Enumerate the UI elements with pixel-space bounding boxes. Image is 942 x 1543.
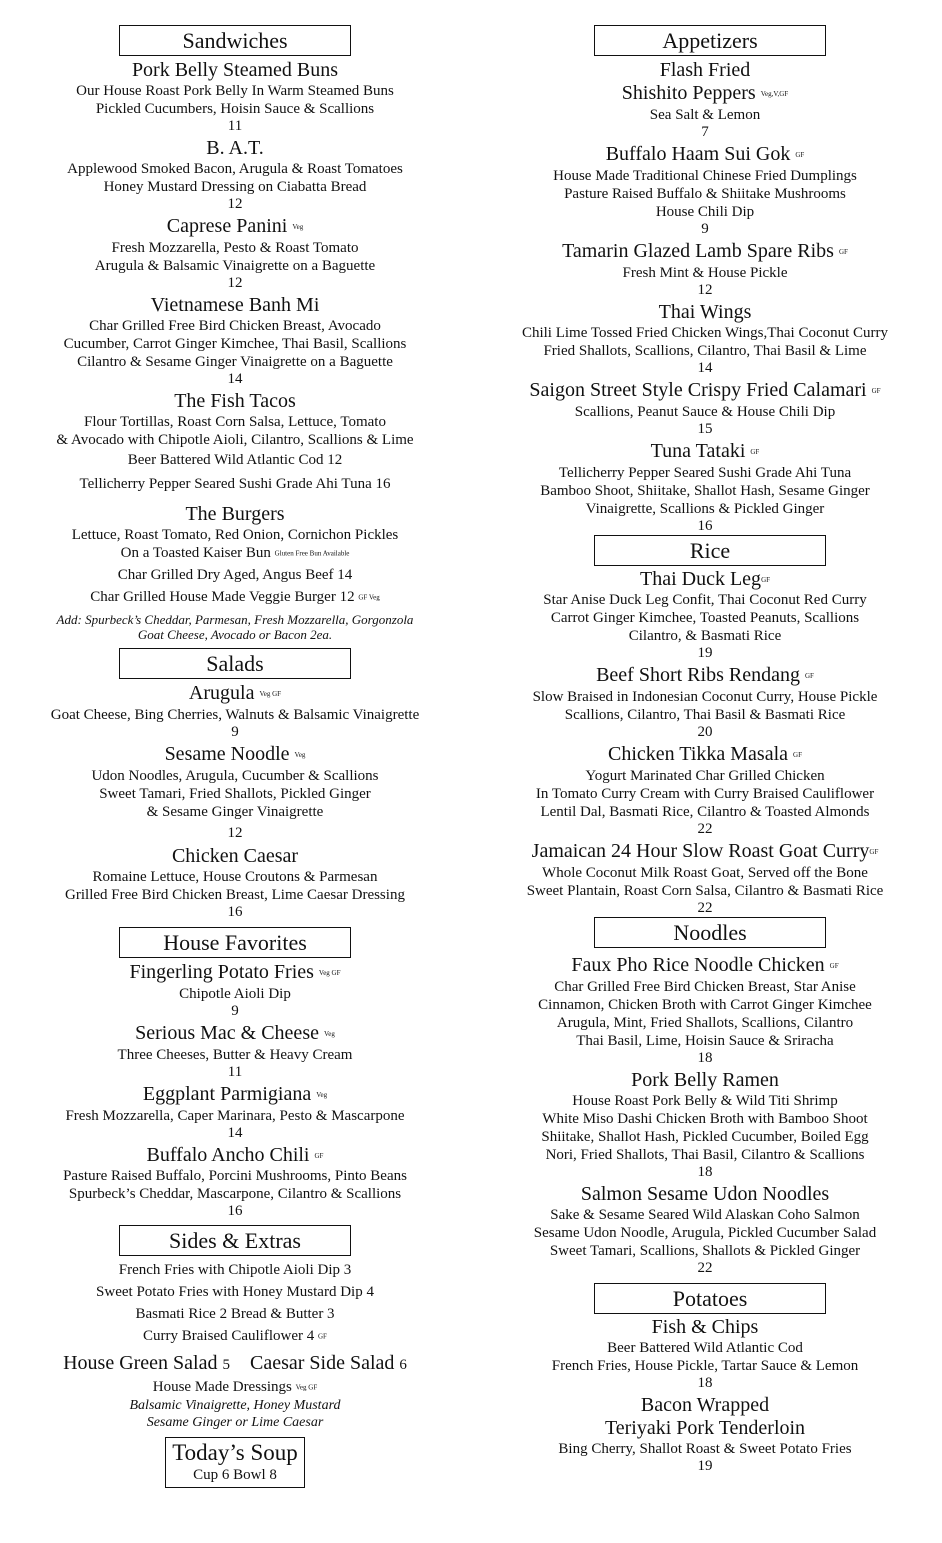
item-price: 16	[227, 903, 243, 920]
side-salads	[20, 1352, 450, 1375]
menu-item-sesame-noodle	[20, 743, 450, 842]
item-title: Faux Pho Rice Noodle Chicken GF	[571, 954, 839, 977]
menu-item-eggplant	[20, 1083, 450, 1142]
item-desc: Char Grilled Free Bird Chicken Breast, Avocado	[89, 317, 381, 334]
item-title: Arugula Veg GF	[188, 682, 282, 705]
menu-item-calamari	[490, 379, 920, 438]
item-desc: Shiitake, Shallot Hash, Pickled Cucumber, Boiled Egg	[541, 1129, 869, 1146]
item-desc: Bamboo Shoot, Shiitake, Shallot Hash, Sesame Ginger	[540, 482, 870, 499]
item-title: Fingerling Potato Fries Veg GF	[129, 960, 341, 983]
item-title: Shishito Peppers Veg,V,GF	[621, 82, 789, 104]
menu-item-banh-mi	[20, 294, 450, 388]
menu-item-faux-pho	[490, 954, 920, 1067]
item-title: Flash Fried	[659, 59, 751, 81]
item-desc: Sesame Udon Noodle, Arugula, Pickled Cucumber Salad	[533, 1225, 877, 1242]
item-desc: Spurbeck’s Cheddar, Mascarpone, Cilantro & Scallions	[68, 1186, 402, 1203]
item-title: Pork Belly Ramen	[631, 1069, 779, 1092]
diet-tag: Veg	[294, 750, 306, 759]
menu-item-pork-belly-ramen	[490, 1069, 920, 1181]
item-desc: On a Toasted Kaiser Bun Gluten Free Bun Available	[120, 544, 350, 561]
item-title: Chicken Tikka Masala GF	[608, 743, 802, 766]
item-desc: Honey Mustard Dressing on Ciabatta Bread	[103, 179, 367, 195]
item-price: 12	[227, 274, 243, 291]
menu-item-thai-duck-leg	[490, 568, 920, 663]
item-desc: Vinaigrette, Scallions & Pickled Ginger	[585, 500, 825, 517]
item-title: Tuna Tataki GF	[650, 439, 760, 462]
item-title: The Burgers	[185, 502, 285, 525]
item-price: 12	[227, 196, 243, 212]
item-desc: Applewood Smoked Bacon, Arugula & Roast Tomatoes	[67, 161, 403, 177]
add-ons: Add: Spurbeck’s Cheddar, Parmesan, Fresh Mozzarella, Gorgonzola	[56, 612, 414, 628]
diet-tag: GF	[750, 447, 760, 456]
item-price: 18	[697, 1375, 713, 1392]
menu-item-thai-wings	[490, 301, 920, 377]
item-price: 22	[697, 900, 713, 917]
item-desc: White Miso Dashi Chicken Broth with Bamboo Shoot	[542, 1111, 868, 1128]
item-title: Caprese Panini Veg	[166, 215, 304, 237]
item-desc: Sake & Sesame Seared Wild Alaskan Coho Salmon	[550, 1207, 860, 1224]
item-desc: Pasture Raised Buffalo & Shiitake Mushrooms	[564, 185, 846, 202]
item-desc: Star Anise Duck Leg Confit, Thai Coconut Red Curry	[543, 592, 867, 609]
item-price: 14	[227, 370, 243, 387]
item-desc: Udon Noodles, Arugula, Cucumber & Scallions	[91, 767, 379, 784]
menu-item-buffalo-chili	[20, 1144, 450, 1221]
item-price: 7	[701, 123, 709, 140]
menu-item-tuna-tataki	[490, 440, 920, 535]
item-price: 15	[697, 420, 713, 437]
item-option: Char Grilled House Made Veggie Burger 12 GF Veg	[90, 589, 380, 606]
diet-tag: Veg GF	[259, 689, 282, 698]
item-title: Fish & Chips	[651, 1316, 759, 1339]
item-title: Chicken Caesar	[171, 844, 299, 867]
item-desc: Goat Cheese, Bing Cherries, Walnuts & Balsamic Vinaigrette	[50, 706, 420, 723]
item-option: Tellicherry Pepper Seared Sushi Grade Ahi Tuna 16	[79, 475, 391, 492]
section-header-sides: Sides & Extras	[119, 1225, 351, 1256]
item-title: B. A.T.	[206, 137, 264, 159]
dressings: House Made Dressings Veg GF	[152, 1379, 318, 1396]
menu-item-salmon-udon	[490, 1183, 920, 1277]
item-price: 11	[227, 1063, 243, 1080]
item-desc: Grilled Free Bird Chicken Breast, Lime Caesar Dressing	[65, 886, 405, 903]
menu-item-mac-cheese	[20, 1022, 450, 1081]
item-desc: Flour Tortillas, Roast Corn Salsa, Lettuce, Tomato	[84, 413, 386, 430]
menu-item-chicken-caesar	[20, 845, 450, 921]
item-price: 9	[231, 723, 239, 740]
item-desc: Cinnamon, Chicken Broth with Carrot Ginger Kimchee	[538, 997, 872, 1014]
item-price: 11	[227, 118, 243, 134]
item-title: Tamarin Glazed Lamb Spare Ribs GF	[562, 239, 848, 262]
item-desc: Carrot Ginger Kimchee, Toasted Peanuts, Scallions	[550, 610, 860, 627]
item-title: Eggplant Parmigiana Veg	[142, 1082, 328, 1105]
menu-item-pork-buns	[20, 59, 450, 135]
house-green-salad-price: 5	[222, 1357, 230, 1374]
diet-tag: GF	[318, 1333, 327, 1342]
diet-tag: Veg	[316, 1090, 328, 1099]
item-desc: Sweet Tamari, Scallions, Shallots & Pickled Ginger	[549, 1243, 861, 1260]
item-desc: Thai Basil, Lime, Hoisin Sauce & Sriracha	[576, 1033, 834, 1050]
section-header-noodles: Noodles	[594, 917, 826, 948]
left-column	[20, 0, 450, 1488]
item-desc: Cucumber, Carrot Ginger Kimchee, Thai Basil, Scallions	[63, 335, 407, 352]
item-title: Serious Mac & Cheese Veg	[135, 1021, 335, 1044]
menu-item-caprese	[20, 215, 450, 292]
item-desc: Sweet Tamari, Fried Shallots, Pickled Ginger	[99, 785, 371, 802]
add-ons: Goat Cheese, Avocado or Bacon 2ea.	[137, 627, 333, 643]
diet-tag: Veg,V,GF	[760, 89, 789, 98]
section-header-potatoes: Potatoes	[594, 1283, 826, 1314]
item-desc: Whole Coconut Milk Roast Goat, Served off the Bone	[542, 865, 868, 882]
soup-price: Cup 6 Bowl 8	[193, 1466, 277, 1483]
item-title: Jamaican 24 Hour Slow Roast Goat CurryGF	[531, 840, 879, 863]
item-title: Saigon Street Style Crispy Fried Calamari GF	[529, 378, 881, 401]
menu-item-pork-tenderloin	[490, 1394, 920, 1475]
diet-tag: GF	[838, 247, 848, 256]
diet-tag: GF Veg	[358, 594, 380, 603]
item-desc: Our House Roast Pork Belly In Warm Steamed Buns	[76, 83, 394, 99]
item-desc: Bing Cherry, Shallot Roast & Sweet Potato Fries	[558, 1441, 852, 1458]
menu-item-tikka-masala	[490, 743, 920, 838]
item-title: Thai Duck LegGF	[639, 567, 771, 590]
house-green-salad: House Green Salad	[63, 1352, 218, 1375]
diet-tag: Veg GF	[295, 1383, 318, 1392]
item-title: Salmon Sesame Udon Noodles	[580, 1183, 830, 1206]
side-item: Sweet Potato Fries with Honey Mustard Dip 4	[96, 1284, 374, 1301]
menu-item-lamb-ribs	[490, 240, 920, 299]
item-desc: Fresh Mint & House Pickle	[622, 264, 788, 281]
item-desc: Slow Braised in Indonesian Coconut Curry, House Pickle	[532, 689, 878, 706]
item-title: Vietnamese Banh Mi	[150, 293, 320, 316]
item-desc: & Sesame Ginger Vinaigrette	[146, 803, 324, 820]
diet-tag: GF	[761, 575, 771, 584]
section-header-appetizers: Appetizers	[594, 25, 826, 56]
item-price: 20	[697, 724, 713, 741]
item-desc: Yogurt Marinated Char Grilled Chicken	[585, 768, 825, 785]
dressing-options: Balsamic Vinaigrette, Honey Mustard	[129, 1397, 341, 1413]
menu-item-shishito	[490, 59, 920, 141]
diet-tag: GF	[793, 751, 802, 760]
item-title: Pork Belly Steamed Buns	[131, 59, 339, 81]
item-desc: House Roast Pork Belly & Wild Titi Shrimp	[572, 1093, 838, 1110]
menu-item-arugula	[20, 682, 450, 741]
item-desc: Lettuce, Roast Tomato, Red Onion, Cornichon Pickles	[71, 526, 399, 543]
item-desc: Cilantro, & Basmati Rice	[628, 628, 782, 645]
item-desc: Pickled Cucumbers, Hoisin Sauce & Scallions	[95, 101, 375, 117]
item-desc: Arugula & Balsamic Vinaigrette on a Baguette	[94, 257, 376, 274]
dressing-options: Sesame Ginger or Lime Caesar	[146, 1414, 324, 1430]
item-option: Char Grilled Dry Aged, Angus Beef 14	[117, 567, 353, 584]
menu-item-haam-sui-gok	[490, 143, 920, 238]
item-desc: Fresh Mozzarella, Pesto & Roast Tomato	[111, 239, 359, 256]
item-price: 18	[697, 1050, 713, 1067]
item-title: Buffalo Haam Sui Gok GF	[605, 142, 805, 165]
diet-tag: GF	[871, 386, 881, 395]
diet-tag: GF	[314, 1151, 324, 1160]
item-desc: Three Cheeses, Butter & Heavy Cream	[117, 1046, 353, 1063]
item-price: 18	[697, 1164, 713, 1181]
item-title: Teriyaki Pork Tenderloin	[604, 1417, 806, 1440]
section-header-rice: Rice	[594, 535, 826, 566]
item-desc: Chipotle Aioli Dip	[179, 985, 291, 1002]
item-option: Beer Battered Wild Atlantic Cod 12	[127, 451, 343, 468]
item-desc: & Avocado with Chipotle Aioli, Cilantro, Scallions & Lime	[56, 431, 414, 448]
menu-item-fingerling-fries	[20, 961, 450, 1020]
diet-tag: Veg GF	[318, 968, 341, 977]
diet-tag: Veg	[323, 1029, 335, 1038]
diet-tag: Gluten Free Bun Available	[274, 549, 350, 558]
menu-item-goat-curry	[490, 840, 920, 917]
item-desc: Fried Shallots, Scallions, Cilantro, Thai Basil & Lime	[543, 342, 867, 359]
item-desc: Tellicherry Pepper Seared Sushi Grade Ahi Tuna	[558, 464, 852, 481]
item-price: 9	[701, 220, 709, 237]
item-desc: Nori, Fried Shallots, Thai Basil, Cilantro & Scallions	[545, 1147, 865, 1164]
todays-soup-box	[165, 1437, 305, 1488]
item-desc: Scallions, Peanut Sauce & House Chili Dip	[574, 403, 836, 420]
item-desc: Scallions, Cilantro, Thai Basil & Basmati Rice	[564, 707, 846, 724]
caesar-side-salad: Caesar Side Salad	[250, 1352, 395, 1375]
item-title: Bacon Wrapped	[640, 1394, 770, 1417]
item-title: Sesame Noodle Veg	[164, 742, 306, 765]
item-desc: Char Grilled Free Bird Chicken Breast, Star Anise	[554, 979, 856, 996]
section-header-house-favorites: House Favorites	[119, 927, 351, 958]
item-price: 22	[697, 821, 713, 838]
menu-item-fish-chips	[490, 1316, 920, 1392]
item-desc: Lentil Dal, Basmati Rice, Cilantro & Toasted Almonds	[540, 804, 870, 821]
side-item: Curry Braised Cauliflower 4 GF	[143, 1328, 327, 1345]
item-desc: Sea Salt & Lemon	[649, 106, 761, 123]
sides-list	[20, 1259, 450, 1430]
item-price: 9	[231, 1002, 239, 1019]
item-price: 14	[697, 359, 713, 376]
item-price: 14	[227, 1124, 243, 1141]
item-desc: House Chili Dip	[655, 203, 755, 220]
item-price: 12	[227, 824, 243, 841]
item-desc: Chili Lime Tossed Fried Chicken Wings,Thai Coconut Curry	[521, 324, 889, 341]
item-desc: Arugula, Mint, Fried Shallots, Scallions, Cilantro	[556, 1015, 854, 1032]
item-title: The Fish Tacos	[174, 389, 296, 412]
item-desc: In Tomato Curry Cream with Curry Braised Cauliflower	[535, 786, 875, 803]
menu-item-bat	[20, 137, 450, 213]
item-price: 16	[697, 517, 713, 534]
item-desc: Fresh Mozzarella, Caper Marinara, Pesto & Mascarpone	[65, 1107, 405, 1124]
item-desc: Sweet Plantain, Roast Corn Salsa, Cilantro & Basmati Rice	[526, 883, 884, 900]
item-title: Thai Wings	[658, 300, 752, 323]
right-column	[490, 0, 920, 1475]
side-item: French Fries with Chipotle Aioli Dip 3	[118, 1262, 352, 1279]
item-price: 19	[697, 645, 713, 662]
caesar-side-salad-price: 6	[399, 1357, 407, 1374]
item-price: 22	[697, 1260, 713, 1277]
item-price: 19	[697, 1458, 713, 1475]
item-desc: French Fries, House Pickle, Tartar Sauce & Lemon	[551, 1358, 859, 1375]
soup-title: Today’s Soup	[172, 1439, 298, 1465]
section-header-sandwiches: Sandwiches	[119, 25, 351, 56]
diet-tag: GF	[804, 672, 814, 681]
item-desc: Beer Battered Wild Atlantic Cod	[607, 1340, 803, 1357]
item-desc: Romaine Lettuce, House Croutons & Parmesan	[92, 868, 378, 885]
item-price: 12	[697, 281, 713, 298]
section-header-salads: Salads	[119, 648, 351, 679]
diet-tag: GF	[795, 150, 805, 159]
menu-item-fish-tacos	[20, 390, 450, 493]
menu-item-burgers	[20, 503, 450, 642]
item-desc: Pasture Raised Buffalo, Porcini Mushrooms, Pinto Beans	[63, 1168, 407, 1185]
item-title: Beef Short Ribs Rendang GF	[596, 664, 814, 687]
side-item: Basmati Rice 2 Bread & Butter 3	[135, 1306, 335, 1323]
diet-tag: GF	[869, 848, 879, 857]
item-title: Buffalo Ancho Chili GF	[146, 1143, 324, 1166]
item-price: 16	[227, 1203, 243, 1220]
soup-box-wrap	[20, 1437, 450, 1488]
item-desc: House Made Traditional Chinese Fried Dumplings	[553, 167, 857, 184]
item-desc: Cilantro & Sesame Ginger Vinaigrette on a Baguette	[77, 353, 393, 370]
menu-item-rendang	[490, 664, 920, 741]
diet-tag: Veg	[292, 222, 304, 231]
diet-tag: GF	[829, 962, 839, 971]
